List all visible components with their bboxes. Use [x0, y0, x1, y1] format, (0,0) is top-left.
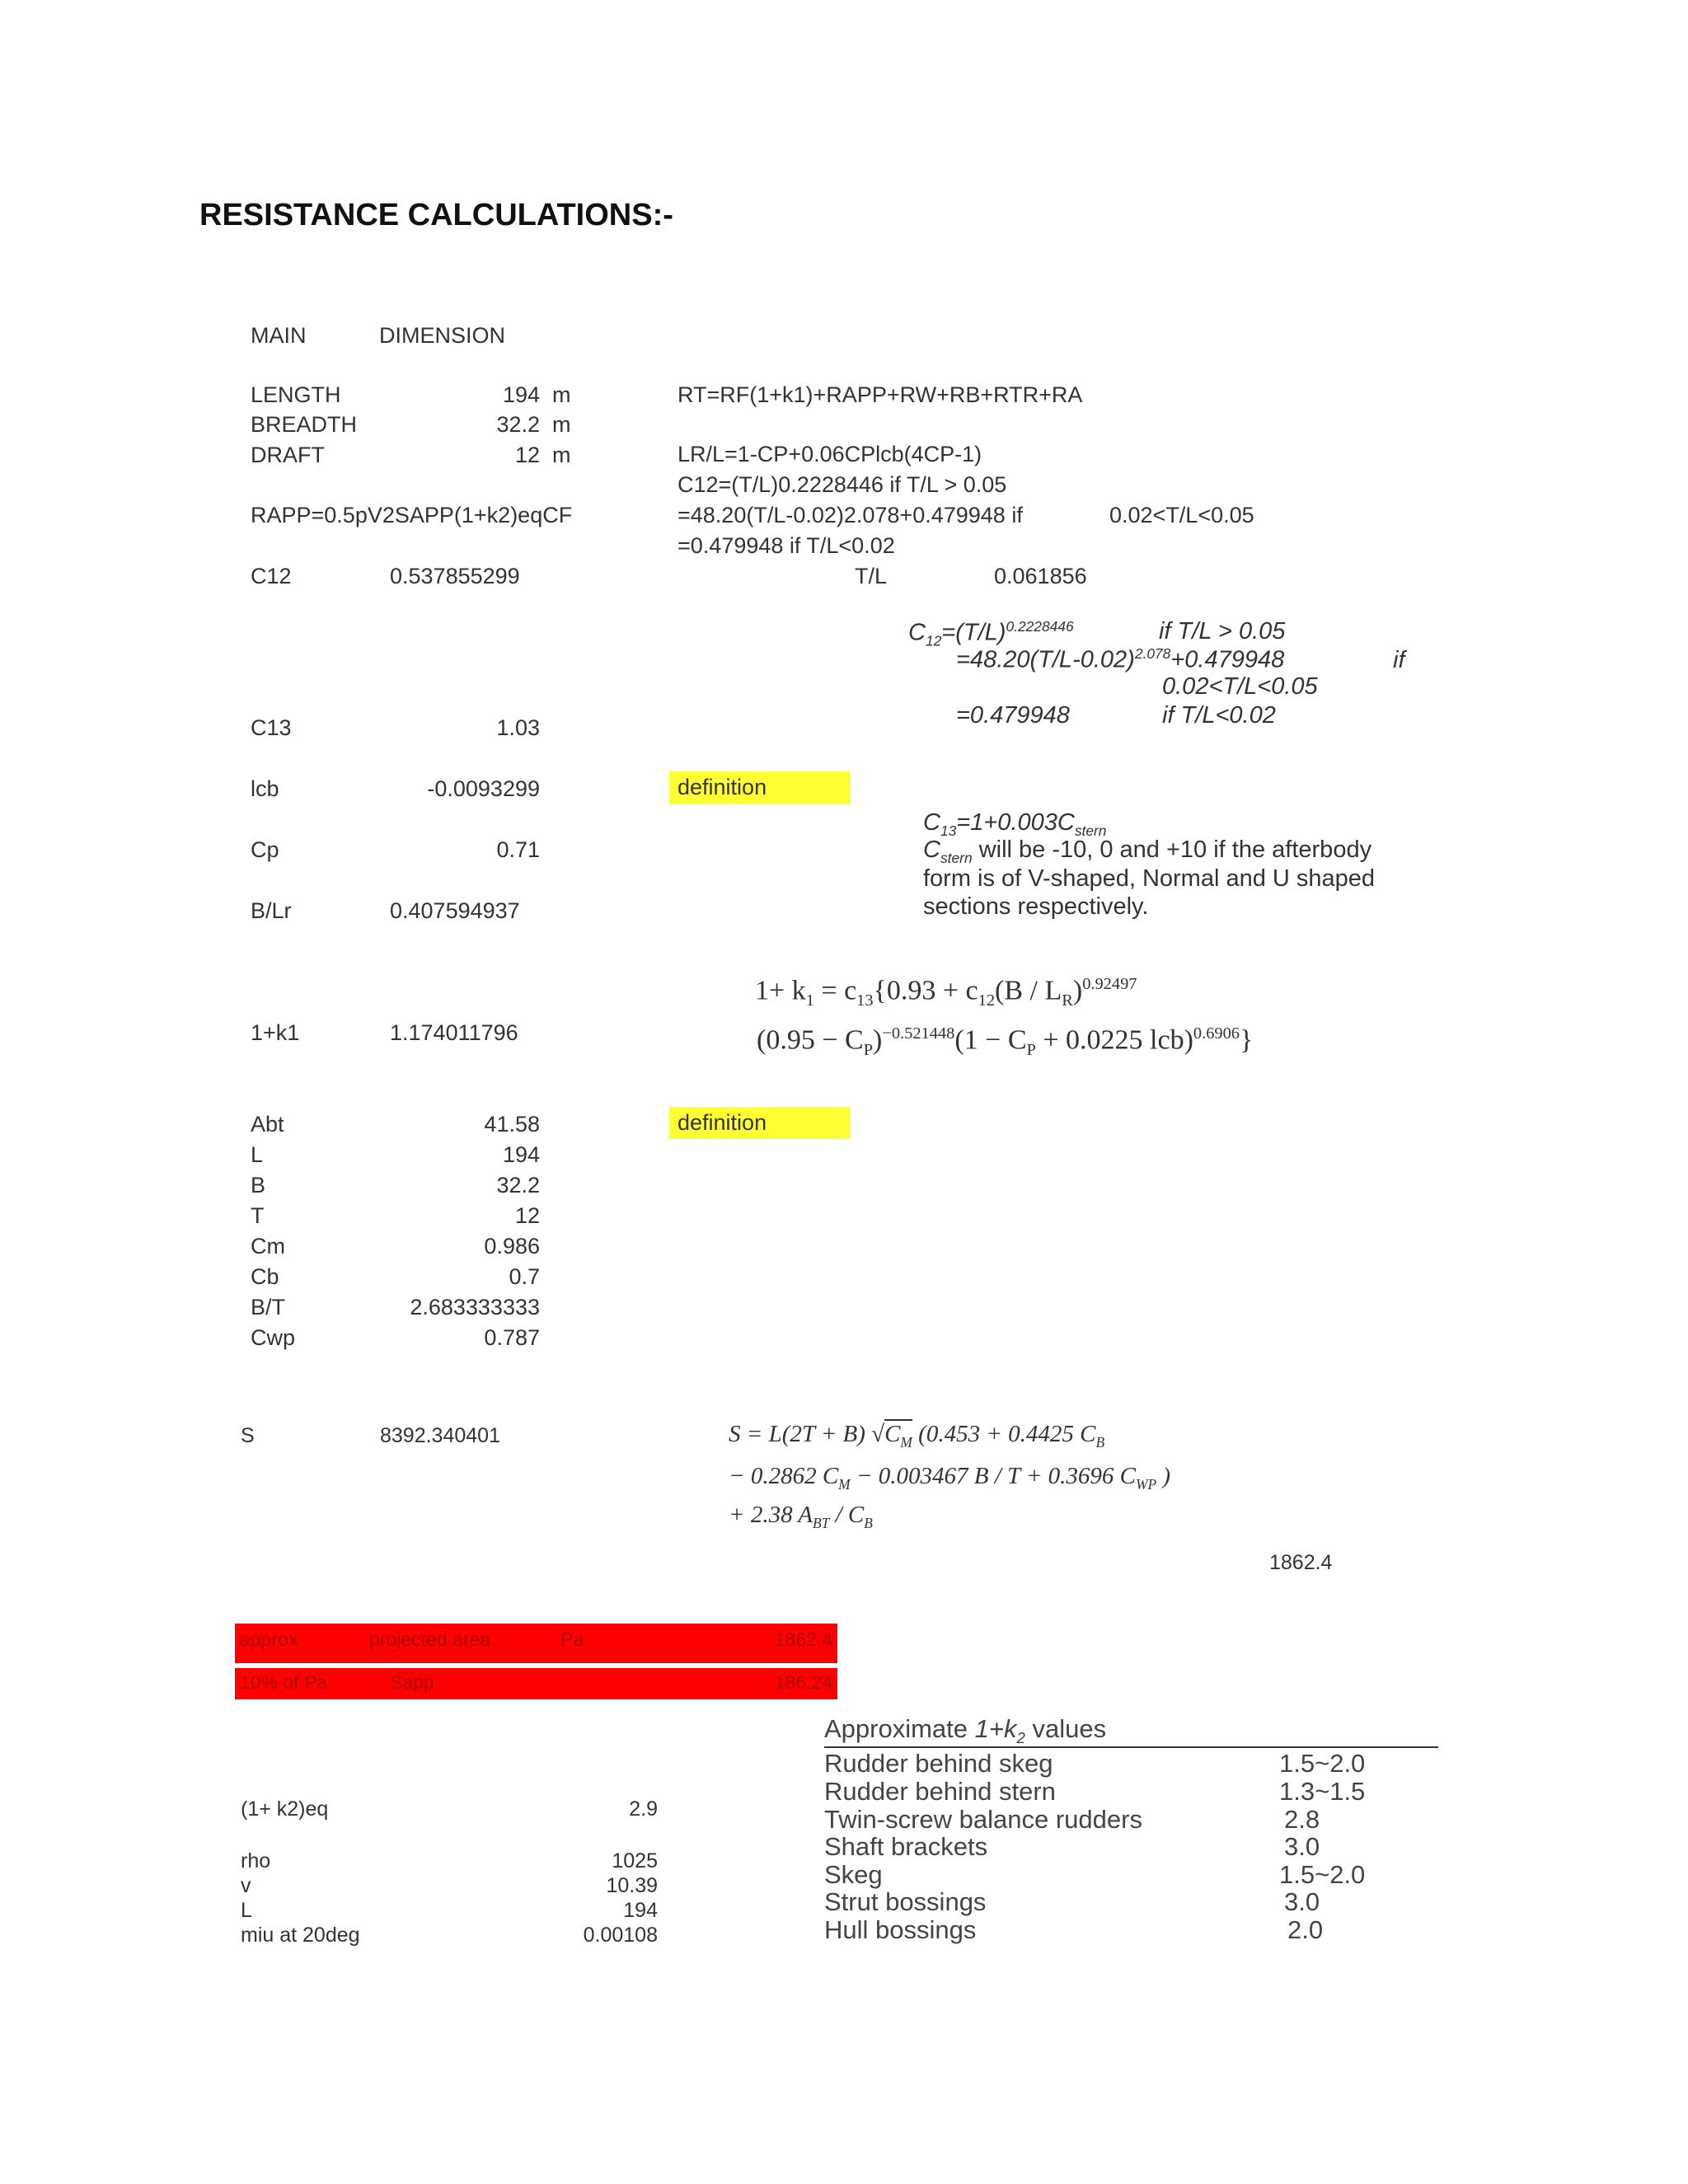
dim-value: 12 [514, 443, 540, 467]
definition-highlight: definition [669, 1107, 851, 1139]
k1-eq-text: (0.95 − C [757, 1024, 864, 1056]
dim-unit: m [552, 382, 571, 407]
s-eq-text: S = L(2T + B) [729, 1421, 865, 1447]
k1-eq-sub: P [1026, 1041, 1036, 1060]
c12-value: 0.537855299 [390, 564, 520, 588]
c12-image-text: +0.479948 [1170, 646, 1285, 673]
c12-image-sup: 0.2228446 [1006, 618, 1074, 635]
s-eq-sub: BT [813, 1514, 830, 1531]
s-eq-text: ) [1156, 1463, 1171, 1489]
c12-image-if: if [1393, 647, 1405, 673]
red-cell: 1862.4 [774, 1629, 832, 1650]
dim-unit: m [552, 443, 571, 467]
k2-row-value: 1.3~1.5 [1279, 1777, 1366, 1806]
param-label: T [251, 1203, 265, 1228]
k2-table-title-text: Approximate [824, 1714, 975, 1743]
fluid-value: 1025 [612, 1849, 658, 1872]
c13-note-line2 [923, 837, 1372, 867]
k2-row-value: 1.5~2.0 [1279, 1860, 1366, 1889]
red-cell: approx [240, 1629, 298, 1650]
cp-label: Cp [251, 837, 279, 862]
k2-row-name: Rudder behind stern [824, 1777, 1056, 1806]
k2eq-label: (1+ k2)eq [241, 1797, 329, 1821]
s-label: S [241, 1424, 255, 1447]
k2-row-value: 3.0 [1284, 1832, 1320, 1861]
s-eq-sub: M [838, 1475, 851, 1493]
k1-label: 1+k1 [251, 1020, 300, 1045]
k1-eq-sub: 1 [805, 991, 814, 1010]
param-value: 0.787 [484, 1325, 540, 1350]
c12-formula-b: =48.20(T/L-0.02)2.078+0.479948 if [678, 503, 1023, 527]
k1-eq-text: } [1239, 1024, 1254, 1056]
c12-image-text: C [908, 619, 926, 646]
lcb-label: lcb [251, 776, 279, 801]
k2-row-name: Rudder behind skeg [824, 1749, 1053, 1778]
c13-note-text: will be -10, 0 and +10 if the afterbody [972, 837, 1372, 863]
blr-label: B/Lr [251, 898, 292, 923]
k1-eq-sub: R [1062, 991, 1073, 1010]
k1-eq-sup: 0.6906 [1193, 1024, 1240, 1043]
k1-eq-sub: 12 [978, 991, 996, 1010]
dim-value: 32.2 [496, 412, 540, 437]
c12-formula-b-cond: 0.02<T/L<0.05 [1109, 503, 1254, 527]
rt-formula: RT=RF(1+k1)+RAPP+RW+RB+RTR+RA [678, 382, 1083, 407]
s-eq-sub: M [900, 1433, 912, 1451]
red-cell: Sapp [390, 1671, 434, 1693]
header-dimension: DIMENSION [379, 323, 506, 348]
c13-note-text: =1+0.003C [956, 809, 1075, 836]
k1-eq-sup: −0.521448 [882, 1024, 955, 1043]
fluid-value: 194 [623, 1899, 658, 1922]
fluid-value: 10.39 [606, 1874, 658, 1897]
k2-row-value: 3.0 [1284, 1887, 1320, 1916]
header-main: MAIN [251, 323, 307, 348]
param-label: Cb [251, 1264, 279, 1289]
k2-row-name: Shaft brackets [824, 1832, 988, 1861]
dim-value: 194 [502, 382, 540, 407]
c12-formula-c: =0.479948 if T/L<0.02 [678, 533, 895, 558]
k1-equation-line1 [755, 975, 1137, 1010]
k2-row-value: 2.0 [1287, 1915, 1324, 1944]
k2-row-name: Skeg [824, 1860, 883, 1889]
red-row-sapp [235, 1668, 837, 1699]
s-eq-text: + 2.38 A [729, 1502, 814, 1528]
fluid-value: 0.00108 [583, 1924, 658, 1947]
sqrt-icon: √ [871, 1421, 885, 1447]
tl-value: 0.061856 [994, 564, 1087, 588]
k1-eq-text: 1+ k [755, 975, 806, 1006]
param-value: 41.58 [484, 1112, 540, 1137]
dim-label: DRAFT [251, 443, 325, 467]
s-eq-radicand [884, 1419, 912, 1451]
k2-row-name: Strut bossings [824, 1887, 987, 1916]
k2-table-divider [824, 1746, 1438, 1748]
param-value: 0.7 [509, 1264, 540, 1289]
red-cell: Pa [560, 1629, 584, 1650]
c12-label: C12 [251, 564, 292, 588]
k2eq-value: 2.9 [629, 1797, 658, 1821]
c12-image-cond2: 0.02<T/L<0.05 [1162, 673, 1318, 700]
k2-row-name: Twin-screw balance rudders [824, 1805, 1142, 1834]
c13-note-line4: sections respectively. [923, 893, 1149, 920]
s-eq-sub: B [864, 1514, 873, 1531]
s-equation-line1 [729, 1421, 1104, 1451]
cp-value: 0.71 [496, 837, 540, 862]
param-value: 194 [502, 1142, 540, 1167]
tl-label: T/L [855, 564, 888, 588]
k2-row-value: 1.5~2.0 [1279, 1749, 1366, 1778]
k1-eq-sub: P [863, 1041, 874, 1060]
c12-image-sub: 12 [925, 632, 942, 649]
red-cell: 186.24 [774, 1671, 832, 1693]
c12-image-cond1: if T/L > 0.05 [1159, 618, 1286, 644]
k2-table-title-sub: 2 [1016, 1729, 1025, 1747]
c12-image-text: =48.20(T/L-0.02) [956, 646, 1135, 673]
s-eq-text: − 0.003467 B / T + 0.3696 C [850, 1463, 1137, 1489]
page-title: RESISTANCE CALCULATIONS:- [199, 198, 673, 232]
k1-eq-text: (1 − C [954, 1024, 1027, 1056]
red-row-approx [235, 1624, 837, 1663]
lr-formula: LR/L=1-CP+0.06CPlcb(4CP-1) [678, 442, 982, 466]
k1-eq-text: + 0.0225 lcb) [1035, 1024, 1193, 1056]
k1-eq-text: ) [873, 1024, 883, 1056]
k1-eq-text: (B / L [995, 975, 1062, 1006]
k1-eq-sup: 0.92497 [1082, 975, 1137, 993]
param-label: L [251, 1142, 264, 1167]
dim-unit: m [552, 412, 571, 437]
k2-row-value: 2.8 [1284, 1805, 1320, 1834]
c12-image-line2 [956, 645, 1284, 674]
param-value: 2.683333333 [410, 1295, 540, 1319]
c13-note-line3: form is of V-shaped, Normal and U shaped [923, 865, 1376, 892]
k2-table-title-text: values [1025, 1714, 1107, 1743]
dim-label: BREADTH [251, 412, 358, 437]
c13-note-sub: stern [940, 849, 973, 866]
param-label: B/T [251, 1295, 286, 1319]
k1-eq-text: {0.93 + c [873, 975, 978, 1006]
red-cell: 10% of Pa [240, 1671, 328, 1693]
s-eq-sub: B [1095, 1433, 1105, 1451]
c12-formula-a: C12=(T/L)0.2228446 if T/L > 0.05 [678, 472, 1007, 497]
lcb-value: -0.0093299 [427, 776, 540, 801]
c13-label: C13 [251, 715, 292, 740]
s-eq-text: / C [829, 1502, 865, 1528]
c13-value: 1.03 [496, 715, 540, 740]
c13-note-line1 [923, 809, 1106, 840]
k2-row-name: Hull bossings [824, 1915, 977, 1944]
pa-value-text: 1862.4 [1269, 1551, 1333, 1574]
rapp-formula: RAPP=0.5pV2SAPP(1+k2)eqCF [251, 503, 573, 527]
k1-eq-text: = c [814, 975, 857, 1006]
param-label: Abt [251, 1112, 284, 1137]
param-label: Cwp [251, 1325, 296, 1350]
fluid-label: L [241, 1899, 252, 1922]
s-eq-text: C [884, 1421, 901, 1447]
k2-table-title-text: 1+k [974, 1714, 1017, 1743]
c13-note-text: C [923, 809, 940, 836]
fluid-label: rho [241, 1849, 271, 1872]
param-value: 0.986 [484, 1234, 540, 1258]
param-label: Cm [251, 1234, 285, 1258]
s-eq-text: (0.453 + 0.4425 C [912, 1421, 1096, 1447]
s-eq-text: − 0.2862 C [729, 1463, 839, 1489]
dim-label: LENGTH [251, 382, 341, 407]
c13-note-sub: 13 [940, 822, 957, 839]
c12-image-text: =(T/L) [941, 619, 1006, 646]
param-value: 32.2 [496, 1173, 540, 1197]
s-equation-line2 [729, 1463, 1170, 1493]
c12-image-cond3: if T/L<0.02 [1162, 702, 1276, 729]
s-eq-sub: WP [1136, 1475, 1157, 1493]
blr-value: 0.407594937 [390, 898, 520, 923]
param-value: 12 [514, 1203, 540, 1228]
c12-image-line4: =0.479948 [956, 702, 1070, 729]
s-equation-line3 [729, 1502, 873, 1532]
k1-equation-line2 [757, 1024, 1253, 1060]
k1-value: 1.174011796 [390, 1020, 518, 1045]
red-cell: projected area [369, 1629, 491, 1650]
c13-note-sub: stern [1074, 822, 1107, 839]
c12-image-sup: 2.078 [1134, 645, 1171, 662]
c13-note-text: C [923, 837, 940, 863]
k1-eq-text: ) [1072, 975, 1083, 1006]
fluid-label: miu at 20deg [241, 1924, 360, 1947]
fluid-label: v [241, 1874, 251, 1897]
k1-eq-sub: 13 [856, 991, 874, 1010]
k2-table-title [824, 1714, 1106, 1747]
param-label: B [251, 1173, 266, 1197]
definition-highlight: definition [669, 771, 851, 804]
s-value: 8392.340401 [380, 1424, 500, 1447]
